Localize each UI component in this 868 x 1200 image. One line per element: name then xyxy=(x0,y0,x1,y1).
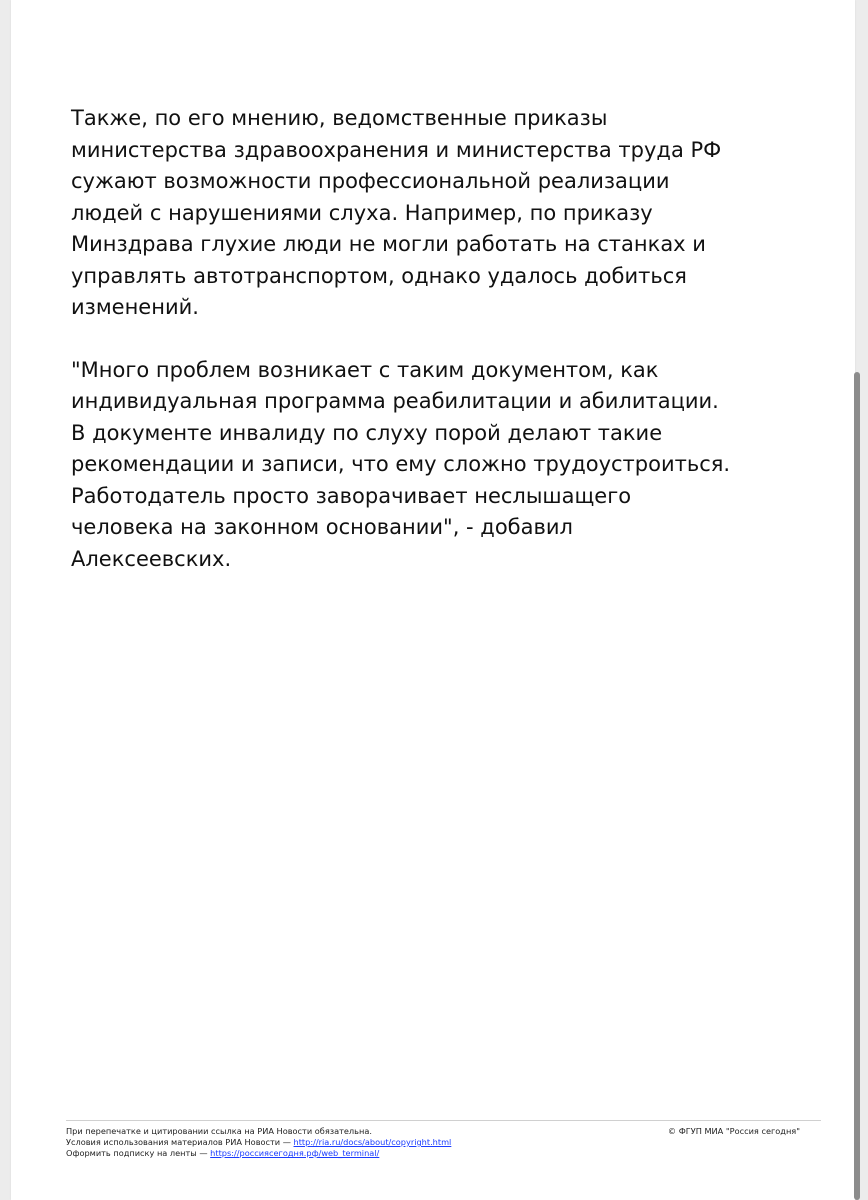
text-line: рекомендации и записи, что ему сложно трудоустроиться. xyxy=(71,452,731,476)
text-line: людей с нарушениями слуха. Например, по приказу xyxy=(71,200,653,225)
paragraph-1 xyxy=(71,103,831,324)
paragraph-2 xyxy=(71,355,831,576)
text-line: Также, по его мнению, ведомственные приказы xyxy=(71,106,608,130)
text-line: сужают возможности профессиональной реализации xyxy=(71,169,670,193)
text-line: министерства здравоохранения и министерства труда РФ xyxy=(71,137,722,162)
document-page xyxy=(11,0,855,1200)
text-line: В документе инвалиду по слуху порой делают такие xyxy=(71,420,663,445)
terms-label: Условия использования материалов РИА Новости — xyxy=(66,1137,294,1147)
text-line: человека на законном основании", - добавил xyxy=(71,515,573,539)
text-line: Минздрава глухие люди не могли работать на станках и xyxy=(71,232,706,256)
web-terminal-link[interactable]: https://россиясегодня.рф/web_terminal/ xyxy=(210,1148,380,1158)
text-line: Работодатель просто заворачивает неслышащего xyxy=(71,483,632,508)
copyright-notice: © ФГУП МИА "Россия сегодня" xyxy=(667,1126,800,1136)
footer-notice xyxy=(66,1126,451,1159)
subscription-label: Оформить подписку на ленты — xyxy=(66,1148,211,1158)
text-line: изменений. xyxy=(71,295,199,319)
text-line: индивидуальная программа реабилитации и абилитации. xyxy=(71,389,719,413)
terms-line xyxy=(66,1137,451,1148)
footer-divider xyxy=(66,1120,821,1121)
vertical-scrollbar[interactable] xyxy=(854,372,860,1200)
text-line: "Много проблем возникает с таким документом, как xyxy=(71,357,659,382)
copyright-link[interactable]: http://ria.ru/docs/about/copyright.html xyxy=(293,1137,452,1147)
subscription-line xyxy=(66,1148,451,1159)
text-line: управлять автотранспортом, однако удалось добиться xyxy=(71,263,687,288)
article-body xyxy=(71,103,831,575)
text-line: Алексеевских. xyxy=(71,546,232,571)
reprint-notice: При перепечатке и цитировании ссылка на РИА Новости обязательна. xyxy=(66,1126,372,1136)
